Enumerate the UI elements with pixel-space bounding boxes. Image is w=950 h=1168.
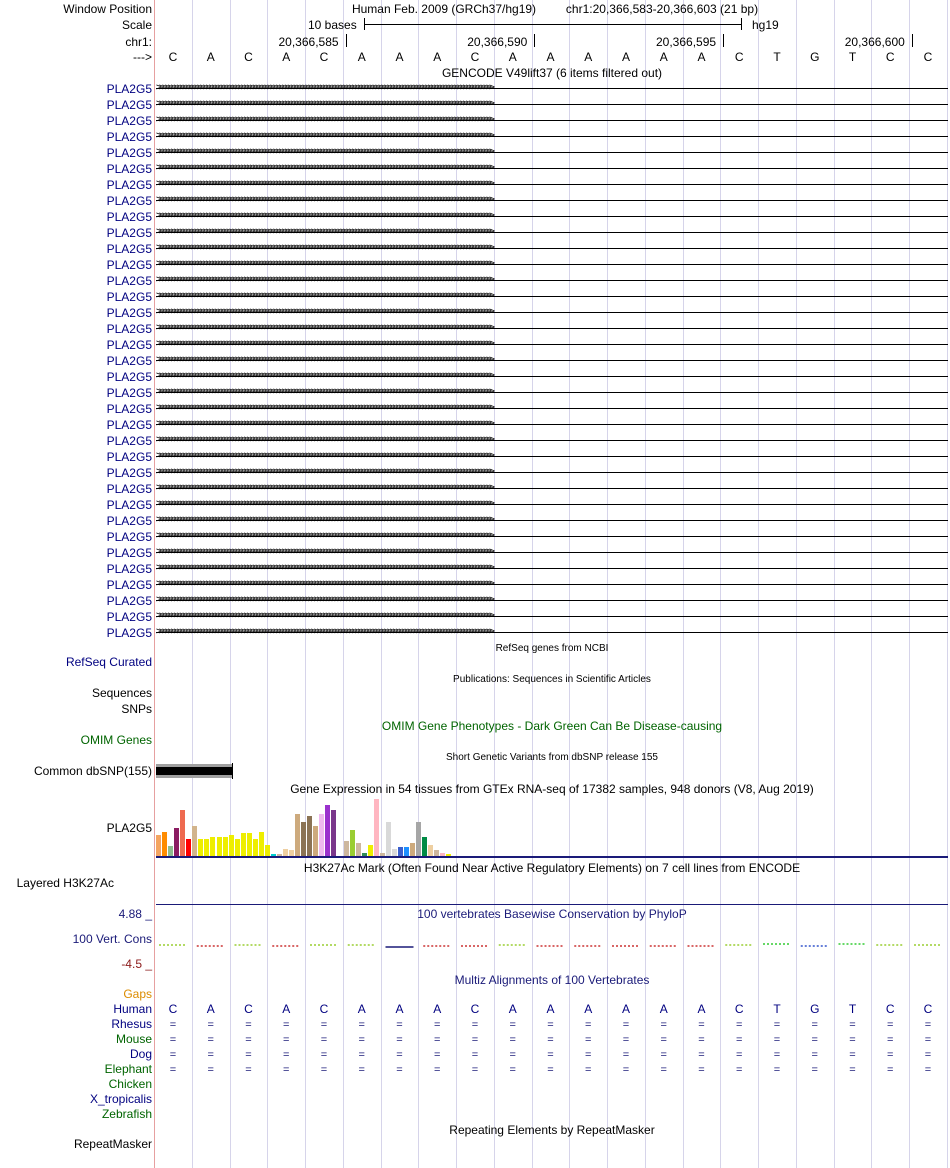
alignment-match: = [245,1064,252,1076]
gene-label-pla2g5[interactable]: PLA2G5 [106,402,152,416]
coordinate-label: 20,366,600 [844,35,905,49]
alignment-match: = [358,1034,365,1046]
alignment-match: = [471,1034,479,1046]
gene-label-pla2g5[interactable]: PLA2G5 [106,274,152,288]
transcript-line[interactable]: >>>>>>>>>>>>>>>>>>>>>>>>>>>>>>>>>>>>>>>>>>>>>>>>>>>>>>>>>>>>>>>>>>>>>>>>>>>>>>>>>>>>>>>>>>>>>>>>>>>>>>>>>>>>>>>>>>> [156,611,948,623]
alignment-match: = [924,1034,932,1046]
alignment-match: = [887,1049,894,1061]
transcript-line[interactable]: >>>>>>>>>>>>>>>>>>>>>>>>>>>>>>>>>>>>>>>>>>>>>>>>>>>>>>>>>>>>>>>>>>>>>>>>>>>>>>>>>>>>>>>>>>>>>>>>>>>>>>>>>>>>>>>>>>> [156,323,948,335]
aligned-base: A [584,1002,593,1016]
gtex-bar[interactable] [247,833,252,856]
alignment-match: = [434,1064,441,1076]
gtex-bar[interactable] [156,835,161,856]
alignment-match: = [887,1034,894,1046]
gtex-bar[interactable] [374,799,379,856]
gtex-bar[interactable] [180,810,185,856]
alignment-match: = [547,1019,554,1031]
gene-label-pla2g5[interactable]: PLA2G5 [106,594,152,608]
dna-base: A [697,50,706,64]
transcript-line[interactable]: >>>>>>>>>>>>>>>>>>>>>>>>>>>>>>>>>>>>>>>>>>>>>>>>>>>>>>>>>>>>>>>>>>>>>>>>>>>>>>>>>>>>>>>>>>>>>>>>>>>>>>>>>>>>>>>>>>> [156,99,948,111]
dna-base: G [810,50,820,64]
alignment-match: = [471,1049,479,1061]
transcript-line[interactable]: >>>>>>>>>>>>>>>>>>>>>>>>>>>>>>>>>>>>>>>>>>>>>>>>>>>>>>>>>>>>>>>>>>>>>>>>>>>>>>>>>>>>>>>>>>>>>>>>>>>>>>>>>>>>>>>>>>> [156,387,948,399]
dna-base: A [584,50,593,64]
phylop-max: 4.88 _ [118,907,152,921]
gtex-bar[interactable] [428,845,433,856]
alignment-match: = [434,1019,441,1031]
species-label[interactable]: Zebrafish [101,1107,152,1121]
alignment-match: = [547,1064,554,1076]
h3k27ac-title: H3K27Ac Mark (Often Found Near Active Regulatory Elements) on 7 cell lines from ENCODE [303,861,801,875]
multiz-title: Multiz Alignments of 100 Vertebrates [454,973,650,987]
gtex-bar-chart[interactable] [156,797,948,856]
coordinate-tick [912,34,913,47]
dna-base: A [433,50,442,64]
coordinate-tick [534,34,535,47]
assembly-title: Human Feb. 2009 (GRCh37/hg19) [351,2,537,16]
gtex-bar[interactable] [301,822,306,856]
gene-label-pla2g5[interactable]: PLA2G5 [106,226,152,240]
gene-label-pla2g5[interactable]: PLA2G5 [106,194,152,208]
gtex-bar[interactable] [162,832,167,857]
dbsnp-feature-core [156,767,232,775]
alignment-match: = [585,1019,592,1031]
transcript-line[interactable]: >>>>>>>>>>>>>>>>>>>>>>>>>>>>>>>>>>>>>>>>>>>>>>>>>>>>>>>>>>>>>>>>>>>>>>>>>>>>>>>>>>>>>>>>>>>>>>>>>>>>>>>>>>>>>>>>>>> [156,275,948,287]
gene-label-pla2g5[interactable]: PLA2G5 [106,322,152,336]
gtex-bar[interactable] [265,845,270,856]
gtex-bar[interactable] [386,822,391,856]
gene-label-pla2g5[interactable]: PLA2G5 [106,418,152,432]
alignment-match: = [245,1049,252,1061]
gene-label-pla2g5[interactable]: PLA2G5 [106,82,152,96]
gtex-bar[interactable] [350,830,355,856]
alignment-match: = [887,1064,894,1076]
coordinate-tick [346,34,347,47]
gtex-bar[interactable] [404,847,409,856]
publications-label-line2[interactable]: SNPs [121,702,152,716]
transcript-line[interactable]: >>>>>>>>>>>>>>>>>>>>>>>>>>>>>>>>>>>>>>>>>>>>>>>>>>>>>>>>>>>>>>>>>>>>>>>>>>>>>>>>>>>>>>>>>>>>>>>>>>>>>>>>>>>>>>>>>>> [156,547,948,559]
gtex-bar[interactable] [410,843,415,856]
aligned-base: C [470,1002,480,1016]
dna-base: C [734,50,744,64]
alignment-match: = [509,1049,516,1061]
gene-label-pla2g5[interactable]: PLA2G5 [106,450,152,464]
dbsnp-title: Short Genetic Variants from dbSNP release 155 [446,752,658,763]
alignment-match: = [773,1049,781,1061]
gtex-bar[interactable] [210,837,215,856]
gtex-bar[interactable] [217,837,222,856]
gtex-bar[interactable] [283,849,288,856]
species-label[interactable]: Dog [129,1047,152,1061]
alignment-match: = [358,1019,365,1031]
transcript-line[interactable]: >>>>>>>>>>>>>>>>>>>>>>>>>>>>>>>>>>>>>>>>>>>>>>>>>>>>>>>>>>>>>>>>>>>>>>>>>>>>>>>>>>>>>>>>>>>>>>>>>>>>>>>>>>>>>>>>>>> [156,499,948,511]
dna-base: C [168,50,178,64]
db-label: hg19 [752,18,779,32]
dna-base: A [206,50,215,64]
transcript-line[interactable]: >>>>>>>>>>>>>>>>>>>>>>>>>>>>>>>>>>>>>>>>>>>>>>>>>>>>>>>>>>>>>>>>>>>>>>>>>>>>>>>>>>>>>>>>>>>>>>>>>>>>>>>>>>>>>>>>>>> [156,339,948,351]
alignment-match: = [509,1034,516,1046]
refseq-label[interactable]: RefSeq Curated [65,655,152,669]
alignment-match: = [169,1049,177,1061]
alignment-match: = [547,1034,554,1046]
alignment-match: = [396,1019,403,1031]
gene-label-pla2g5[interactable]: PLA2G5 [106,130,152,144]
gene-label-pla2g5[interactable]: PLA2G5 [106,610,152,624]
gene-label-pla2g5[interactable]: PLA2G5 [106,338,152,352]
repeatmasker-title: Repeating Elements by RepeatMasker [449,1123,655,1137]
transcript-line[interactable]: >>>>>>>>>>>>>>>>>>>>>>>>>>>>>>>>>>>>>>>>>>>>>>>>>>>>>>>>>>>>>>>>>>>>>>>>>>>>>>>>>>>>>>>>>>>>>>>>>>>>>>>>>>>>>>>>>>> [156,259,948,271]
aligned-base: A [282,1002,291,1016]
gtex-bar[interactable] [198,839,203,856]
gene-label-pla2g5[interactable]: PLA2G5 [106,178,152,192]
alignment-match: = [207,1034,214,1046]
gtex-bar[interactable] [235,839,240,856]
transcript-line[interactable]: >>>>>>>>>>>>>>>>>>>>>>>>>>>>>>>>>>>>>>>>>>>>>>>>>>>>>>>>>>>>>>>>>>>>>>>>>>>>>>>>>>>>>>>>>>>>>>>>>>>>>>>>>>>>>>>>>>> [156,595,948,607]
transcript-line[interactable]: >>>>>>>>>>>>>>>>>>>>>>>>>>>>>>>>>>>>>>>>>>>>>>>>>>>>>>>>>>>>>>>>>>>>>>>>>>>>>>>>>>>>>>>>>>>>>>>>>>>>>>>>>>>>>>>>>>> [156,179,948,191]
gene-label-pla2g5[interactable]: PLA2G5 [106,370,152,384]
gene-label-pla2g5[interactable]: PLA2G5 [106,146,152,160]
phylop-min: -4.5 _ [121,957,152,971]
alignment-match: = [811,1064,818,1076]
gtex-bar[interactable] [192,826,197,856]
omim-title: OMIM Gene Phenotypes - Dark Green Can Be Disease-causing [381,719,723,733]
alignment-match: = [622,1049,630,1061]
gene-label-pla2g5[interactable]: PLA2G5 [106,98,152,112]
gene-label-pla2g5[interactable]: PLA2G5 [106,530,152,544]
aligned-base: A [395,1002,404,1016]
aligned-base: A [206,1002,215,1016]
chrom-label: chr1: [125,35,152,49]
gtex-bar[interactable] [392,849,397,856]
scale-bar-text: 10 bases [308,18,357,32]
alignment-match: = [773,1034,781,1046]
transcript-line[interactable]: >>>>>>>>>>>>>>>>>>>>>>>>>>>>>>>>>>>>>>>>>>>>>>>>>>>>>>>>>>>>>>>>>>>>>>>>>>>>>>>>>>>>>>>>>>>>>>>>>>>>>>>>>>>>>>>>>>> [156,515,948,527]
gtex-title: Gene Expression in 54 tissues from GTEx RNA-seq of 17382 samples, 948 donors (V8, Aug 2019) [290,782,814,796]
gene-label-pla2g5[interactable]: PLA2G5 [106,434,152,448]
dna-base: C [244,50,253,64]
gene-label-pla2g5[interactable]: PLA2G5 [106,514,152,528]
strand-label: ---> [133,50,152,64]
dna-base: T [848,50,857,64]
transcript-line[interactable]: >>>>>>>>>>>>>>>>>>>>>>>>>>>>>>>>>>>>>>>>>>>>>>>>>>>>>>>>>>>>>>>>>>>>>>>>>>>>>>>>>>>>>>>>>>>>>>>>>>>>>>>>>>>>>>>>>>> [156,83,948,95]
aligned-base: C [734,1002,744,1016]
alignment-match: = [283,1034,290,1046]
alignment-match: = [736,1019,743,1031]
alignment-match: = [585,1064,592,1076]
transcript-line[interactable]: >>>>>>>>>>>>>>>>>>>>>>>>>>>>>>>>>>>>>>>>>>>>>>>>>>>>>>>>>>>>>>>>>>>>>>>>>>>>>>>>>>>>>>>>>>>>>>>>>>>>>>>>>>>>>>>>>>> [156,371,948,383]
transcript-line[interactable]: >>>>>>>>>>>>>>>>>>>>>>>>>>>>>>>>>>>>>>>>>>>>>>>>>>>>>>>>>>>>>>>>>>>>>>>>>>>>>>>>>>>>>>>>>>>>>>>>>>>>>>>>>>>>>>>>>>> [156,147,948,159]
publications-label-line1[interactable]: Sequences [91,686,152,700]
transcript-line[interactable]: >>>>>>>>>>>>>>>>>>>>>>>>>>>>>>>>>>>>>>>>>>>>>>>>>>>>>>>>>>>>>>>>>>>>>>>>>>>>>>>>>>>>>>>>>>>>>>>>>>>>>>>>>>>>>>>>>>> [156,195,948,207]
gtex-bar[interactable] [174,828,179,857]
dna-base: C [319,50,329,64]
alignment-match: = [660,1034,667,1046]
alignment-match: = [283,1049,290,1061]
transcript-line[interactable]: >>>>>>>>>>>>>>>>>>>>>>>>>>>>>>>>>>>>>>>>>>>>>>>>>>>>>>>>>>>>>>>>>>>>>>>>>>>>>>>>>>>>>>>>>>>>>>>>>>>>>>>>>>>>>>>>>>> [156,211,948,223]
gtex-bar[interactable] [368,845,373,856]
aligned-base: A [546,1002,555,1016]
dna-base: A [621,50,630,64]
aligned-base: A [357,1002,366,1016]
scale-label: Scale [121,18,152,32]
gencode-title: GENCODE V49lift37 (6 items filtered out) [441,66,663,80]
alignment-match: = [207,1049,214,1061]
coordinate-label: 20,366,585 [278,35,339,49]
phylop-wiggle [156,936,948,956]
gene-label-pla2g5[interactable]: PLA2G5 [106,482,152,496]
gene-label-pla2g5[interactable]: PLA2G5 [106,386,152,400]
alignment-match: = [585,1049,592,1061]
gene-label-pla2g5[interactable]: PLA2G5 [106,114,152,128]
gtex-bar[interactable] [307,816,312,856]
alignment-match: = [169,1064,177,1076]
transcript-line[interactable]: >>>>>>>>>>>>>>>>>>>>>>>>>>>>>>>>>>>>>>>>>>>>>>>>>>>>>>>>>>>>>>>>>>>>>>>>>>>>>>>>>>>>>>>>>>>>>>>>>>>>>>>>>>>>>>>>>>> [156,307,948,319]
label-separator [154,0,155,1168]
aligned-base: A [621,1002,630,1016]
gene-label-pla2g5[interactable]: PLA2G5 [106,578,152,592]
gtex-bar[interactable] [422,837,427,856]
dna-base: C [470,50,480,64]
gtex-bar[interactable] [313,826,318,856]
dna-base: C [923,50,933,64]
alignment-match: = [207,1064,214,1076]
alignment-match: = [622,1019,630,1031]
gtex-bar[interactable] [356,843,361,856]
gtex-bar[interactable] [319,814,324,856]
alignment-match: = [736,1034,743,1046]
gene-label-pla2g5[interactable]: PLA2G5 [106,242,152,256]
alignment-match: = [245,1034,252,1046]
alignment-match: = [471,1064,479,1076]
dna-base: C [885,50,895,64]
alignment-match: = [849,1064,856,1076]
phylop-label[interactable]: 100 Vert. Cons [72,932,152,946]
alignment-match: = [924,1049,932,1061]
alignment-match: = [320,1049,328,1061]
aligned-base: T [848,1002,857,1016]
aligned-base: C [244,1002,253,1016]
aligned-base: A [433,1002,442,1016]
publications-title: Publications: Sequences in Scientific Articles [453,674,651,685]
alignment-match: = [849,1019,856,1031]
aligned-base: A [508,1002,517,1016]
dna-base: A [546,50,555,64]
transcript-line[interactable]: >>>>>>>>>>>>>>>>>>>>>>>>>>>>>>>>>>>>>>>>>>>>>>>>>>>>>>>>>>>>>>>>>>>>>>>>>>>>>>>>>>>>>>>>>>>>>>>>>>>>>>>>>>>>>>>>>>> [156,451,948,463]
alignment-match: = [698,1019,705,1031]
gtex-bar[interactable] [186,839,191,856]
alignment-match: = [811,1034,818,1046]
dna-base: A [659,50,668,64]
alignment-match: = [660,1049,667,1061]
alignment-match: = [622,1034,630,1046]
alignment-match: = [736,1064,743,1076]
gtex-bar[interactable] [253,839,258,856]
transcript-line[interactable]: >>>>>>>>>>>>>>>>>>>>>>>>>>>>>>>>>>>>>>>>>>>>>>>>>>>>>>>>>>>>>>>>>>>>>>>>>>>>>>>>>>>>>>>>>>>>>>>>>>>>>>>>>>>>>>>>>>> [156,467,948,479]
gtex-bar[interactable] [241,833,246,856]
alignment-match: = [509,1019,516,1031]
gtex-bar[interactable] [295,814,300,856]
transcript-line[interactable]: >>>>>>>>>>>>>>>>>>>>>>>>>>>>>>>>>>>>>>>>>>>>>>>>>>>>>>>>>>>>>>>>>>>>>>>>>>>>>>>>>>>>>>>>>>>>>>>>>>>>>>>>>>>>>>>>>>> [156,227,948,239]
alignment-match: = [396,1034,403,1046]
gene-label-pla2g5[interactable]: PLA2G5 [106,258,152,272]
transcript-line[interactable]: >>>>>>>>>>>>>>>>>>>>>>>>>>>>>>>>>>>>>>>>>>>>>>>>>>>>>>>>>>>>>>>>>>>>>>>>>>>>>>>>>>>>>>>>>>>>>>>>>>>>>>>>>>>>>>>>>>> [156,435,948,447]
gene-label-pla2g5[interactable]: PLA2G5 [106,354,152,368]
alignment-match: = [736,1049,743,1061]
coordinate-label: 20,366,595 [656,35,717,49]
alignment-match: = [698,1064,705,1076]
alignment-match: = [434,1034,441,1046]
coordinate-tick [723,34,724,47]
species-label[interactable]: Human [113,1002,152,1016]
alignment-match: = [396,1049,403,1061]
gene-label-pla2g5[interactable]: PLA2G5 [106,306,152,320]
transcript-line[interactable]: >>>>>>>>>>>>>>>>>>>>>>>>>>>>>>>>>>>>>>>>>>>>>>>>>>>>>>>>>>>>>>>>>>>>>>>>>>>>>>>>>>>>>>>>>>>>>>>>>>>>>>>>>>>>>>>>>>> [156,579,948,591]
transcript-line[interactable]: >>>>>>>>>>>>>>>>>>>>>>>>>>>>>>>>>>>>>>>>>>>>>>>>>>>>>>>>>>>>>>>>>>>>>>>>>>>>>>>>>>>>>>>>>>>>>>>>>>>>>>>>>>>>>>>>>>> [156,531,948,543]
species-label[interactable]: Elephant [104,1062,152,1076]
dna-base: A [508,50,517,64]
transcript-line[interactable]: >>>>>>>>>>>>>>>>>>>>>>>>>>>>>>>>>>>>>>>>>>>>>>>>>>>>>>>>>>>>>>>>>>>>>>>>>>>>>>>>>>>>>>>>>>>>>>>>>>>>>>>>>>>>>>>>>>> [156,355,948,367]
refseq-title: RefSeq genes from NCBI [495,643,609,654]
alignment-match: = [811,1019,818,1031]
alignment-match: = [471,1019,479,1031]
dna-base: A [357,50,366,64]
aligned-base: G [810,1002,820,1016]
transcript-line[interactable]: >>>>>>>>>>>>>>>>>>>>>>>>>>>>>>>>>>>>>>>>>>>>>>>>>>>>>>>>>>>>>>>>>>>>>>>>>>>>>>>>>>>>>>>>>>>>>>>>>>>>>>>>>>>>>>>>>>> [156,563,948,575]
gene-label-pla2g5[interactable]: PLA2G5 [106,562,152,576]
dbsnp-label[interactable]: Common dbSNP(155) [33,764,152,778]
species-label[interactable]: X_tropicalis [89,1092,152,1106]
phylop-title: 100 vertebrates Basewise Conservation by PhyloP [417,907,687,921]
aligned-base: C [885,1002,895,1016]
alignment-match: = [660,1019,667,1031]
alignment-match: = [773,1019,781,1031]
alignment-match: = [207,1019,214,1031]
gaps-label[interactable]: Gaps [123,987,152,1001]
transcript-line[interactable]: >>>>>>>>>>>>>>>>>>>>>>>>>>>>>>>>>>>>>>>>>>>>>>>>>>>>>>>>>>>>>>>>>>>>>>>>>>>>>>>>>>>>>>>>>>>>>>>>>>>>>>>>>>>>>>>>>>> [156,627,948,639]
alignment-match: = [849,1034,856,1046]
gene-label-pla2g5[interactable]: PLA2G5 [106,626,152,640]
aligned-base: A [659,1002,668,1016]
alignment-match: = [509,1064,516,1076]
gtex-bar[interactable] [223,837,228,856]
transcript-line[interactable]: >>>>>>>>>>>>>>>>>>>>>>>>>>>>>>>>>>>>>>>>>>>>>>>>>>>>>>>>>>>>>>>>>>>>>>>>>>>>>>>>>>>>>>>>>>>>>>>>>>>>>>>>>>>>>>>>>>> [156,483,948,495]
gene-label-pla2g5[interactable]: PLA2G5 [106,466,152,480]
alignment-match: = [245,1019,252,1031]
gtex-label[interactable]: PLA2G5 [106,821,152,835]
transcript-line[interactable]: >>>>>>>>>>>>>>>>>>>>>>>>>>>>>>>>>>>>>>>>>>>>>>>>>>>>>>>>>>>>>>>>>>>>>>>>>>>>>>>>>>>>>>>>>>>>>>>>>>>>>>>>>>>>>>>>>>> [156,419,948,431]
alignment-match: = [434,1049,441,1061]
transcript-line[interactable]: >>>>>>>>>>>>>>>>>>>>>>>>>>>>>>>>>>>>>>>>>>>>>>>>>>>>>>>>>>>>>>>>>>>>>>>>>>>>>>>>>>>>>>>>>>>>>>>>>>>>>>>>>>>>>>>>>>> [156,243,948,255]
alignment-match: = [924,1064,932,1076]
position-title: chr1:20,366,583-20,366,603 (21 bp) [565,2,759,16]
alignment-match: = [169,1019,177,1031]
transcript-line[interactable]: >>>>>>>>>>>>>>>>>>>>>>>>>>>>>>>>>>>>>>>>>>>>>>>>>>>>>>>>>>>>>>>>>>>>>>>>>>>>>>>>>>>>>>>>>>>>>>>>>>>>>>>>>>>>>>>>>>> [156,131,948,143]
h3k27ac-label[interactable]: Layered H3K27Ac [16,876,114,890]
gtex-bar[interactable] [168,846,173,856]
transcript-line[interactable]: >>>>>>>>>>>>>>>>>>>>>>>>>>>>>>>>>>>>>>>>>>>>>>>>>>>>>>>>>>>>>>>>>>>>>>>>>>>>>>>>>>>>>>>>>>>>>>>>>>>>>>>>>>>>>>>>>>> [156,115,948,127]
gtex-bar[interactable] [331,810,336,856]
gtex-bar[interactable] [229,835,234,856]
aligned-base: C [319,1002,329,1016]
gtex-bar[interactable] [325,805,330,856]
alignment-match: = [773,1064,781,1076]
aligned-base: A [697,1002,706,1016]
alignment-match: = [396,1064,403,1076]
gene-label-pla2g5[interactable]: PLA2G5 [106,290,152,304]
alignment-match: = [320,1064,328,1076]
alignment-match: = [622,1064,630,1076]
species-label[interactable]: Mouse [115,1032,152,1046]
alignment-match: = [698,1049,705,1061]
alignment-match: = [660,1064,667,1076]
window-position-label: Window Position [63,2,152,16]
aligned-base: T [773,1002,781,1016]
omim-label[interactable]: OMIM Genes [80,733,152,747]
gene-label-pla2g5[interactable]: PLA2G5 [106,498,152,512]
repeatmasker-label[interactable]: RepeatMasker [73,1137,152,1151]
alignment-match: = [358,1064,365,1076]
alignment-match: = [547,1049,554,1061]
transcript-line[interactable]: >>>>>>>>>>>>>>>>>>>>>>>>>>>>>>>>>>>>>>>>>>>>>>>>>>>>>>>>>>>>>>>>>>>>>>>>>>>>>>>>>>>>>>>>>>>>>>>>>>>>>>>>>>>>>>>>>>> [156,163,948,175]
dna-base: A [395,50,404,64]
gtex-bar[interactable] [398,847,403,856]
alignment-match: = [283,1019,290,1031]
alignment-match: = [585,1034,592,1046]
gene-label-pla2g5[interactable]: PLA2G5 [106,210,152,224]
gtex-bar[interactable] [259,832,264,857]
alignment-match: = [924,1019,932,1031]
gene-label-pla2g5[interactable]: PLA2G5 [106,546,152,560]
alignment-match: = [698,1034,705,1046]
transcript-line[interactable]: >>>>>>>>>>>>>>>>>>>>>>>>>>>>>>>>>>>>>>>>>>>>>>>>>>>>>>>>>>>>>>>>>>>>>>>>>>>>>>>>>>>>>>>>>>>>>>>>>>>>>>>>>>>>>>>>>>> [156,403,948,415]
alignment-match: = [283,1064,290,1076]
dna-base: A [282,50,291,64]
gene-label-pla2g5[interactable]: PLA2G5 [106,162,152,176]
transcript-line[interactable]: >>>>>>>>>>>>>>>>>>>>>>>>>>>>>>>>>>>>>>>>>>>>>>>>>>>>>>>>>>>>>>>>>>>>>>>>>>>>>>>>>>>>>>>>>>>>>>>>>>>>>>>>>>>>>>>>>>> [156,291,948,303]
alignment-match: = [320,1019,328,1031]
alignment-match: = [169,1034,177,1046]
aligned-base: C [923,1002,933,1016]
gtex-bar[interactable] [416,822,421,856]
alignment-match: = [887,1019,894,1031]
alignment-match: = [811,1049,818,1061]
aligned-base: C [168,1002,178,1016]
gtex-bar[interactable] [204,839,209,856]
species-label[interactable]: Rhesus [111,1017,152,1031]
alignment-match: = [320,1034,328,1046]
species-label[interactable]: Chicken [108,1077,152,1091]
alignment-match: = [849,1049,856,1061]
dna-base: T [773,50,781,64]
alignment-match: = [358,1049,365,1061]
coordinate-label: 20,366,590 [467,35,528,49]
gtex-bar[interactable] [344,841,349,856]
